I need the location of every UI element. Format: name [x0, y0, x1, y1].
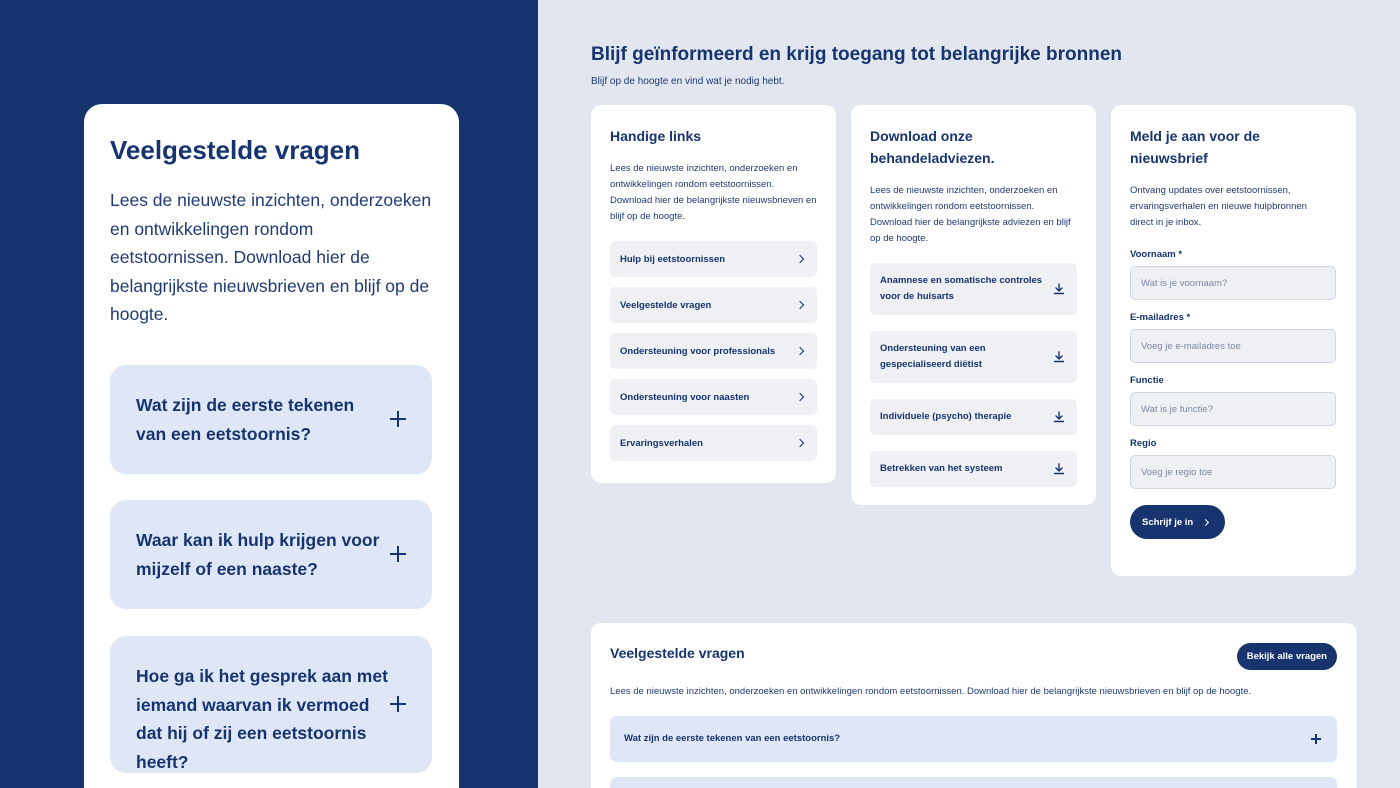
- links-card: [591, 105, 836, 483]
- link-label: Ondersteuning voor naasten: [620, 391, 750, 403]
- download-label: Anamnese en somatische controles voor de huisarts: [880, 275, 1043, 302]
- link-label: Ervaringsverhalen: [620, 437, 703, 449]
- faq-panel-title: Veelgestelde vragen: [610, 645, 745, 661]
- link-item[interactable]: [610, 287, 817, 323]
- region-label: Regio: [1130, 438, 1157, 449]
- link-item[interactable]: [610, 425, 817, 461]
- link-label: Hulp bij eetstoornissen: [620, 253, 726, 265]
- download-label: Betrekken van het systeem: [880, 463, 1003, 474]
- link-label: Veelgestelde vragen: [620, 299, 712, 311]
- download-label: Ondersteuning van een gespecialiseerd diëtist: [880, 343, 986, 370]
- newsletter-text: Ontvang updates over eetstoornissen, ervaringsverhalen en nieuwe hulpbronnen direct in je inbox.: [1130, 185, 1307, 228]
- newsletter-card: [1111, 105, 1356, 576]
- download-card-title: Download onze behandeladviezen.: [870, 128, 995, 166]
- download-label: Individuele (psycho) therapie: [880, 411, 1012, 422]
- download-item[interactable]: [870, 331, 1077, 383]
- view-all-questions-button[interactable]: Bekijk alle vragen: [1237, 643, 1337, 670]
- plus-icon: [390, 696, 406, 712]
- plus-icon: [1311, 734, 1321, 744]
- email-input[interactable]: [1130, 329, 1336, 363]
- chevron-right-icon: [796, 393, 804, 401]
- mobile-faq-item[interactable]: [110, 500, 432, 609]
- mobile-faq-question: Hoe ga ik het gesprek aan met iemand waarvan ik vermoed dat hij of zij een eetstoornis heeft?: [136, 666, 388, 772]
- links-card-text: Lees de nieuwste inzichten, onderzoeken en ontwikkelingen rondom eetstoornissen. Download hier de belangrijkste nieuwsbrieven en blijf op de hoogte.: [610, 163, 817, 222]
- mobile-faq-question: Wat zijn de eerste tekenen van een eetstoornis?: [136, 395, 355, 444]
- mobile-faq-title: Veelgestelde vragen: [110, 135, 361, 165]
- subscribe-button[interactable]: [1130, 505, 1225, 539]
- firstname-input[interactable]: [1130, 266, 1336, 300]
- function-label: Functie: [1130, 375, 1164, 386]
- download-item[interactable]: [870, 399, 1077, 435]
- faq-row[interactable]: [610, 716, 1337, 762]
- download-icon: [1053, 283, 1065, 295]
- chevron-right-icon: [796, 439, 804, 447]
- faq-panel: [591, 623, 1357, 788]
- faq-panel-text: Lees de nieuwste inzichten, onderzoeken en ontwikkelingen rondom eetstoornissen. Download hier de belangrijkste nieuwsbrieven en blijf op de hoogte.: [610, 686, 1252, 697]
- plus-icon: [390, 546, 406, 562]
- download-icon: [1053, 463, 1065, 475]
- email-label: E-mailadres *: [1130, 312, 1191, 323]
- download-icon: [1053, 411, 1065, 423]
- link-item[interactable]: [610, 333, 817, 369]
- faq-question: Wat zijn de eerste tekenen van een eetstoornis?: [624, 733, 841, 744]
- firstname-label: Voornaam *: [1130, 249, 1183, 260]
- faq-row[interactable]: [610, 777, 1337, 788]
- mobile-faq-item[interactable]: [110, 636, 432, 773]
- chevron-right-icon: [796, 301, 804, 309]
- mobile-faq-card: [84, 104, 459, 788]
- mobile-faq-item[interactable]: [110, 365, 432, 474]
- chevron-right-icon: [796, 255, 804, 263]
- link-label: Ondersteuning voor professionals: [620, 345, 776, 357]
- links-card-title: Handige links: [610, 128, 702, 144]
- plus-icon: [390, 411, 406, 427]
- region-input[interactable]: [1130, 455, 1336, 489]
- link-item[interactable]: [610, 241, 817, 277]
- function-input[interactable]: [1130, 392, 1336, 426]
- page-subtitle: Blijf op de hoogte en vind wat je nodig hebt.: [591, 76, 785, 87]
- download-card-text: Lees de nieuwste inzichten, onderzoeken en ontwikkelingen rondom eetstoornissen. Download hier de belangrijkste adviezen en blijf op de hoogte.: [870, 185, 1071, 244]
- download-item[interactable]: [870, 263, 1077, 315]
- mobile-faq-intro: Lees de nieuwste inzichten, onderzoeken en ontwikkelingen rondom eetstoornissen. Download hier de belangrijkste nieuwsbrieven en blijf op de hoogte.: [110, 190, 432, 324]
- download-icon: [1053, 351, 1065, 363]
- download-card: [851, 105, 1096, 505]
- chevron-right-icon: [796, 347, 804, 355]
- page-title: Blijf geïnformeerd en krijg toegang tot belangrijke bronnen: [591, 44, 1122, 65]
- mobile-faq-question: Waar kan ik hulp krijgen voor mijzelf of een naaste?: [136, 530, 380, 579]
- chevron-right-icon: [1202, 518, 1209, 525]
- link-item[interactable]: [610, 379, 817, 415]
- newsletter-title: Meld je aan voor de nieuwsbrief: [1130, 128, 1260, 166]
- download-item[interactable]: [870, 451, 1077, 487]
- subscribe-button-label: Schrijf je in: [1142, 516, 1194, 528]
